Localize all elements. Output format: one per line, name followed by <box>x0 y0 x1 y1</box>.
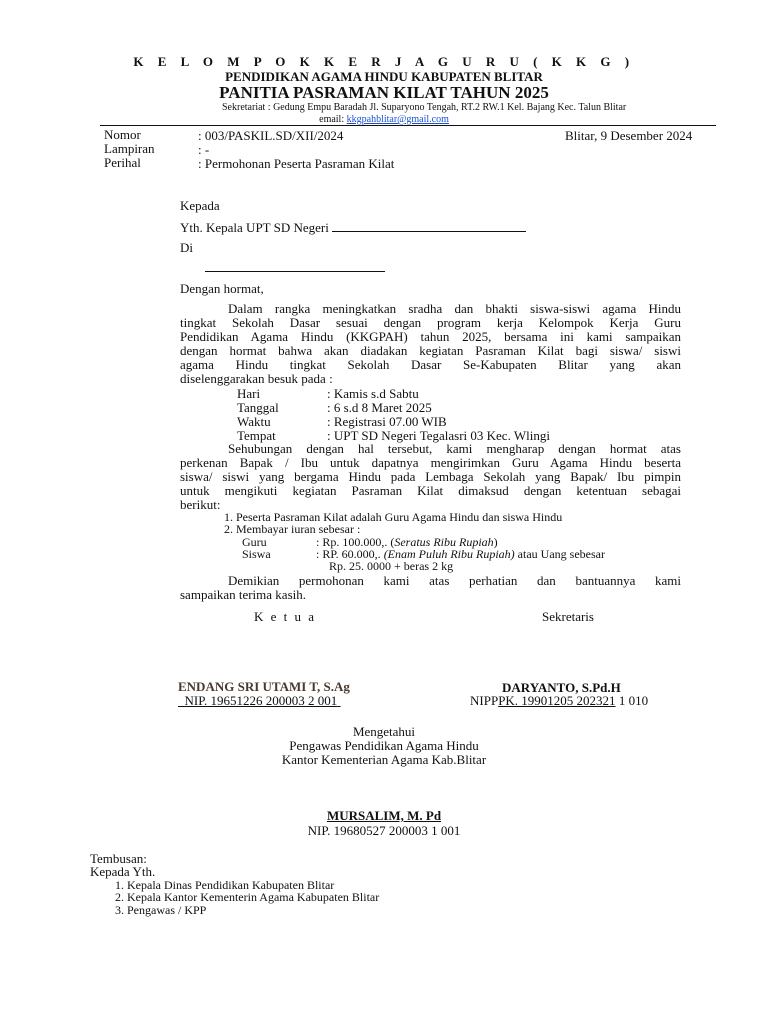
lampiran-value: : - <box>198 142 210 157</box>
fee-alternative: Rp. 25. 0000 + beras 2 kg <box>329 559 454 573</box>
pengawas-name: MURSALIM, M. Pd <box>326 808 442 823</box>
sekretaris-title: Sekretaris <box>542 609 594 624</box>
paragraph-2-line-4: untuk mengikuti kegiatan Pasraman Kilat dimaksud dengan ketentuan sebagai <box>180 483 681 498</box>
schedule-waktu-value: : Registrasi 07.00 WIB <box>327 414 447 429</box>
closing-line-2: sampaikan terima kasih. <box>180 587 306 602</box>
paragraph-1-line-2: tingkat Sekolah Dasar sesuai dengan program kerja Kelompok Kerja Guru <box>180 315 681 330</box>
paragraph-1-line-1: Dalam rangka meningkatkan sradha dan bhakti siswa-siswi agama Hindu <box>228 301 681 316</box>
header-divider <box>100 125 716 126</box>
closing-line-1: Demikian permohonan kami atas perhatian dan bantuannya kami <box>228 573 681 588</box>
email-label: email: <box>319 114 347 125</box>
tembusan-item-2: 2. Kepala Kantor Kementerin Agama Kabupaten Blitar <box>115 890 380 904</box>
schedule-waktu-label: Waktu <box>237 414 271 429</box>
sekretaris-nip <box>470 693 648 709</box>
requirement-item-2: 2. Membayar iuran sebesar : <box>224 522 361 536</box>
requirement-item-1: 1. Peserta Pasraman Kilat adalah Guru Agama Hindu dan siswa Hindu <box>224 510 563 524</box>
nomor-label: Nomor <box>104 127 141 142</box>
nomor-value: : 003/PASKIL.SD/XII/2024 <box>198 128 344 143</box>
fee-siswa-amount: : RP. 60.000,. <box>316 547 384 561</box>
email-link[interactable]: kkgpahblitar@gmail.com <box>346 114 449 125</box>
secretariat-address: Sekretariat : Gedung Empu Baradah Jl. Suparyono Tengah, RT.2 RW.1 Kel. Bajang Kec. Talun Blitar <box>222 102 627 113</box>
ketua-name: ENDANG SRI UTAMI T, S.Ag <box>178 679 350 694</box>
recipient-blank <box>332 231 526 232</box>
sekretaris-nip-suffix: 1 010 <box>615 693 649 708</box>
paragraph-2-line-5: berikut: <box>180 497 221 512</box>
fee-guru-words: Seratus Ribu Rupiah <box>394 535 494 549</box>
recipient-di: Di <box>180 240 193 255</box>
kantor-title: Kantor Kementerian Agama Kab.Blitar <box>281 752 487 767</box>
tembusan-item-3: 3. Pengawas / KPP <box>115 903 207 917</box>
kepada: Kepada <box>180 198 220 213</box>
fee-siswa-alt-intro: atau Uang sebesar <box>514 547 605 561</box>
tembusan-item-1: 1. Kepala Dinas Pendidikan Kabupaten Blitar <box>115 878 335 892</box>
paragraph-1-line-4: dengan hormat bahwa akan diadakan kegiatan Pasraman Kilat bagi siswa/ siswi <box>180 343 681 358</box>
pengawas-title: Pengawas Pendidikan Agama Hindu <box>289 738 479 753</box>
paragraph-2-line-1: Sehubungan dengan hal tersebut, kami mengharap dengan hormat atas <box>228 441 681 456</box>
mengetahui: Mengetahui <box>352 724 416 739</box>
place-date: Blitar, 9 Desember 2024 <box>565 128 693 143</box>
ketua-nip-text: NIP. 19651226 200003 2 001 <box>184 693 338 708</box>
lampiran-label: Lampiran <box>104 141 155 156</box>
schedule-tanggal-label: Tanggal <box>237 400 279 415</box>
sekretaris-nip-prefix: NIPP <box>470 693 499 708</box>
address-blank <box>205 271 385 272</box>
fee-siswa-label: Siswa <box>242 547 271 561</box>
schedule-hari-value: : Kamis s.d Sabtu <box>327 386 419 401</box>
email-line <box>0 114 768 125</box>
ketua-title: K e t u a <box>254 609 317 624</box>
org-name: K E L O M P O K K E R J A G U R U ( K K G ) <box>133 54 635 69</box>
greeting: Dengan hormat, <box>180 281 264 296</box>
fee-siswa-words: (Enam Puluh Ribu Rupiah) <box>383 547 515 561</box>
schedule-hari-label: Hari <box>237 386 261 401</box>
org-subtitle: PENDIDIKAN AGAMA HINDU KABUPATEN BLITAR <box>225 69 543 84</box>
schedule-tempat-value: : UPT SD Negeri Tegalasri 03 Kec. Wlingi <box>327 428 550 443</box>
schedule-tanggal-value: : 6 s.d 8 Maret 2025 <box>327 400 432 415</box>
recipient-line <box>180 220 526 236</box>
letterhead-title: PANITIA PASRAMAN KILAT TAHUN 2025 <box>219 83 549 102</box>
ketua-nip <box>178 693 341 709</box>
perihal-value: : Permohonan Peserta Pasraman Kilat <box>198 156 395 171</box>
pengawas-nip: NIP. 19680527 200003 1 001 <box>307 823 461 838</box>
tembusan-to: Kepada Yth. <box>90 864 156 879</box>
fee-guru-close: ) <box>493 535 498 549</box>
sekretaris-name: DARYANTO, S.Pd.H <box>502 680 621 695</box>
recipient-yth: Yth. Kepala UPT SD Negeri <box>180 220 329 235</box>
paragraph-2-line-3: siswa/ siswi yang bergama Hindu pada Lembaga Sekolah yang Bapak/ Ibu pimpin <box>180 469 681 484</box>
fee-guru-amount: : Rp. 100.000,. ( <box>316 535 395 549</box>
tembusan-title: Tembusan: <box>90 851 147 866</box>
paragraph-1-line-5: agama Hindu tingkat Sekolah Dasar Se-Kabupaten Blitar yang akan <box>180 357 681 372</box>
paragraph-1-line-6: diselenggarakan besuk pada : <box>180 371 333 386</box>
fee-guru-label: Guru <box>242 535 267 549</box>
schedule-tempat-label: Tempat <box>237 428 276 443</box>
paragraph-1-line-3: Pendidikan Agama Hindu (KKGPAH) tahun 2025, bersama ini kami sampaikan <box>180 329 681 344</box>
paragraph-2-line-2: perkenan Bapak / Ibu untuk dapatnya mengirimkan Guru Agama Hindu beserta <box>180 455 681 470</box>
sekretaris-nip-underlined: PK. 19901205 202321 <box>498 693 616 708</box>
perihal-label: Perihal <box>104 155 141 170</box>
